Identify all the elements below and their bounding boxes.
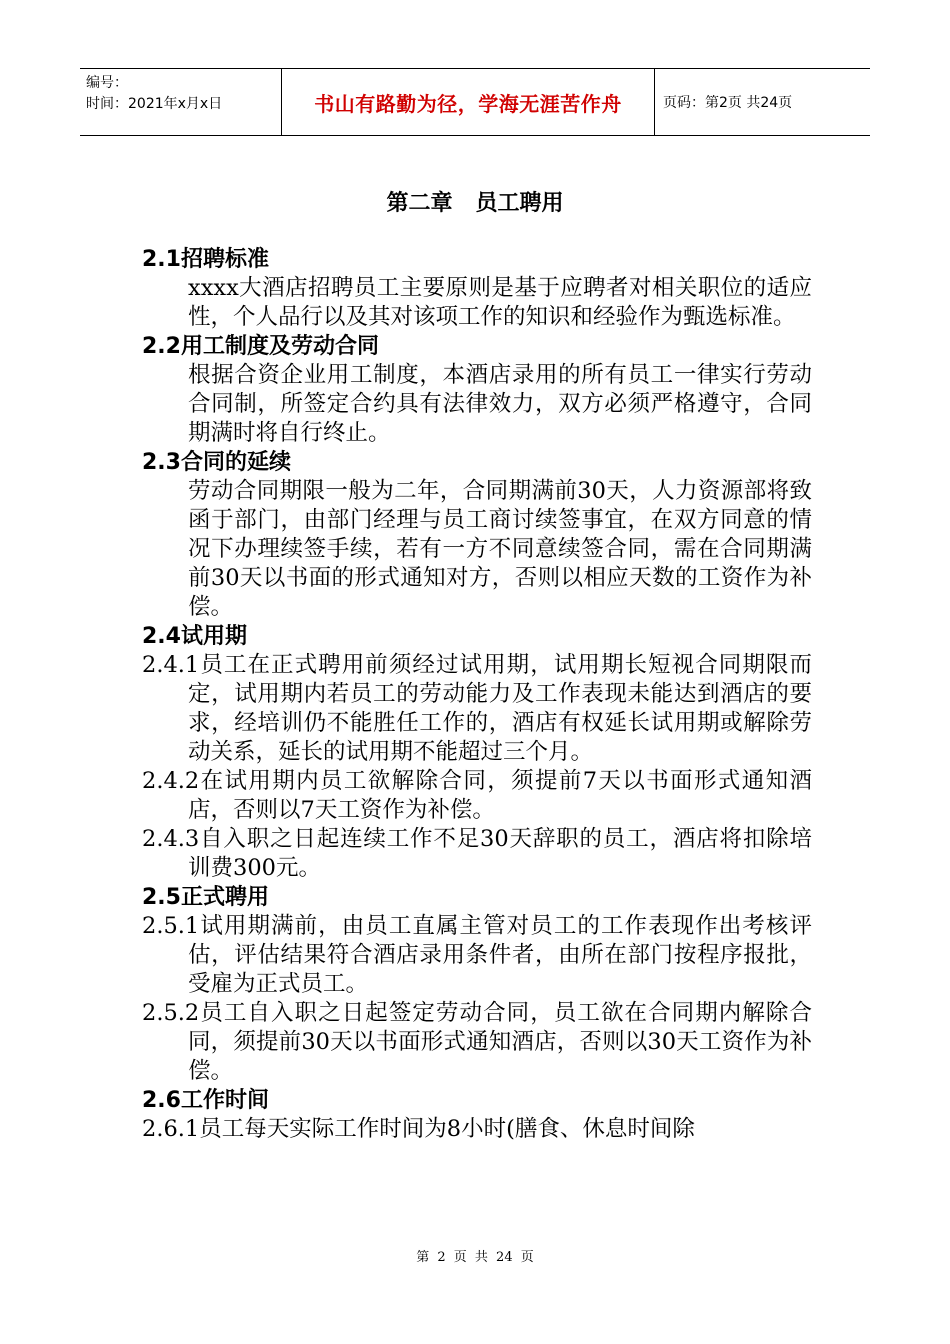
list-item: 2.5.2员工自入职之日起签定劳动合同，员工欲在合同期内解除合同，须提前30天以书面形式通知酒店，否则以30天工资作为补偿。 xyxy=(142,1000,812,1084)
section-title: 2.2用工制度及劳动合同 xyxy=(142,334,379,359)
document-body xyxy=(142,245,812,1144)
section-2-2 xyxy=(142,332,812,448)
chapter-title: 第二章 员工聘用 xyxy=(386,191,564,216)
section-paragraph: xxxx大酒店招聘员工主要原则是基于应聘者对相关职位的适应性，个人品行以及其对该项工作的知识和经验作为甄选标准。 xyxy=(188,275,812,330)
section-paragraph: 劳动合同期限一般为二年，合同期满前30天，人力资源部将致函于部门，由部门经理与员工商讨续签事宜，在双方同意的情况下办理续签手续，若有一方不同意续签合同，需在合同期满前30天以书面的形式通知对方，否则以相应天数的工资作为补偿。 xyxy=(188,478,812,620)
list-item: 2.6.1员工每天实际工作时间为8小时(膳食、休息时间除 xyxy=(142,1116,695,1142)
section-title: 2.6工作时间 xyxy=(142,1088,269,1113)
section-title: 2.1招聘标准 xyxy=(142,247,269,272)
doc-date-label: 时间：2021年x月x日 xyxy=(86,96,223,112)
page-header xyxy=(80,68,870,136)
list-item: 2.4.1员工在正式聘用前须经过试用期，试用期长短视合同期限而定，试用期内若员工的劳动能力及工作表现未能达到酒店的要求，经培训仍不能胜任工作的，酒店有权延长试用期或解除劳动关系，延长的试用期不能超过三个月。 xyxy=(142,652,812,765)
section-paragraph: 根据合资企业用工制度，本酒店录用的所有员工一律实行劳动合同制，所签定合约具有法律效力，双方必须严格遵守，合同期满时将自行终止。 xyxy=(188,362,812,446)
section-2-3 xyxy=(142,448,812,622)
section-2-4 xyxy=(142,622,812,883)
section-2-5 xyxy=(142,883,812,1086)
section-title: 2.3合同的延续 xyxy=(142,450,291,475)
doc-number-label: 编号： xyxy=(86,75,128,91)
section-2-1 xyxy=(142,245,812,332)
page-footer: 第 2 页 共 24 页 xyxy=(416,1250,534,1265)
section-title: 2.4试用期 xyxy=(142,624,247,649)
header-page-info: 页码：第2页 共24页 xyxy=(663,95,793,111)
section-title: 2.5正式聘用 xyxy=(142,885,269,910)
list-item: 2.4.3自入职之日起连续工作不足30天辞职的员工，酒店将扣除培训费300元。 xyxy=(142,826,812,881)
header-meta-cell xyxy=(80,69,282,135)
list-item: 2.5.1试用期满前，由员工直属主管对员工的工作表现作出考核评估，评估结果符合酒店录用条件者，由所在部门按程序报批，受雇为正式员工。 xyxy=(142,913,812,997)
list-item: 2.4.2在试用期内员工欲解除合同，须提前7天以书面形式通知酒店，否则以7天工资作为补偿。 xyxy=(142,768,812,823)
section-2-6 xyxy=(142,1086,812,1144)
header-motto: 书山有路勤为径，学海无涯苦作舟 xyxy=(282,69,655,135)
